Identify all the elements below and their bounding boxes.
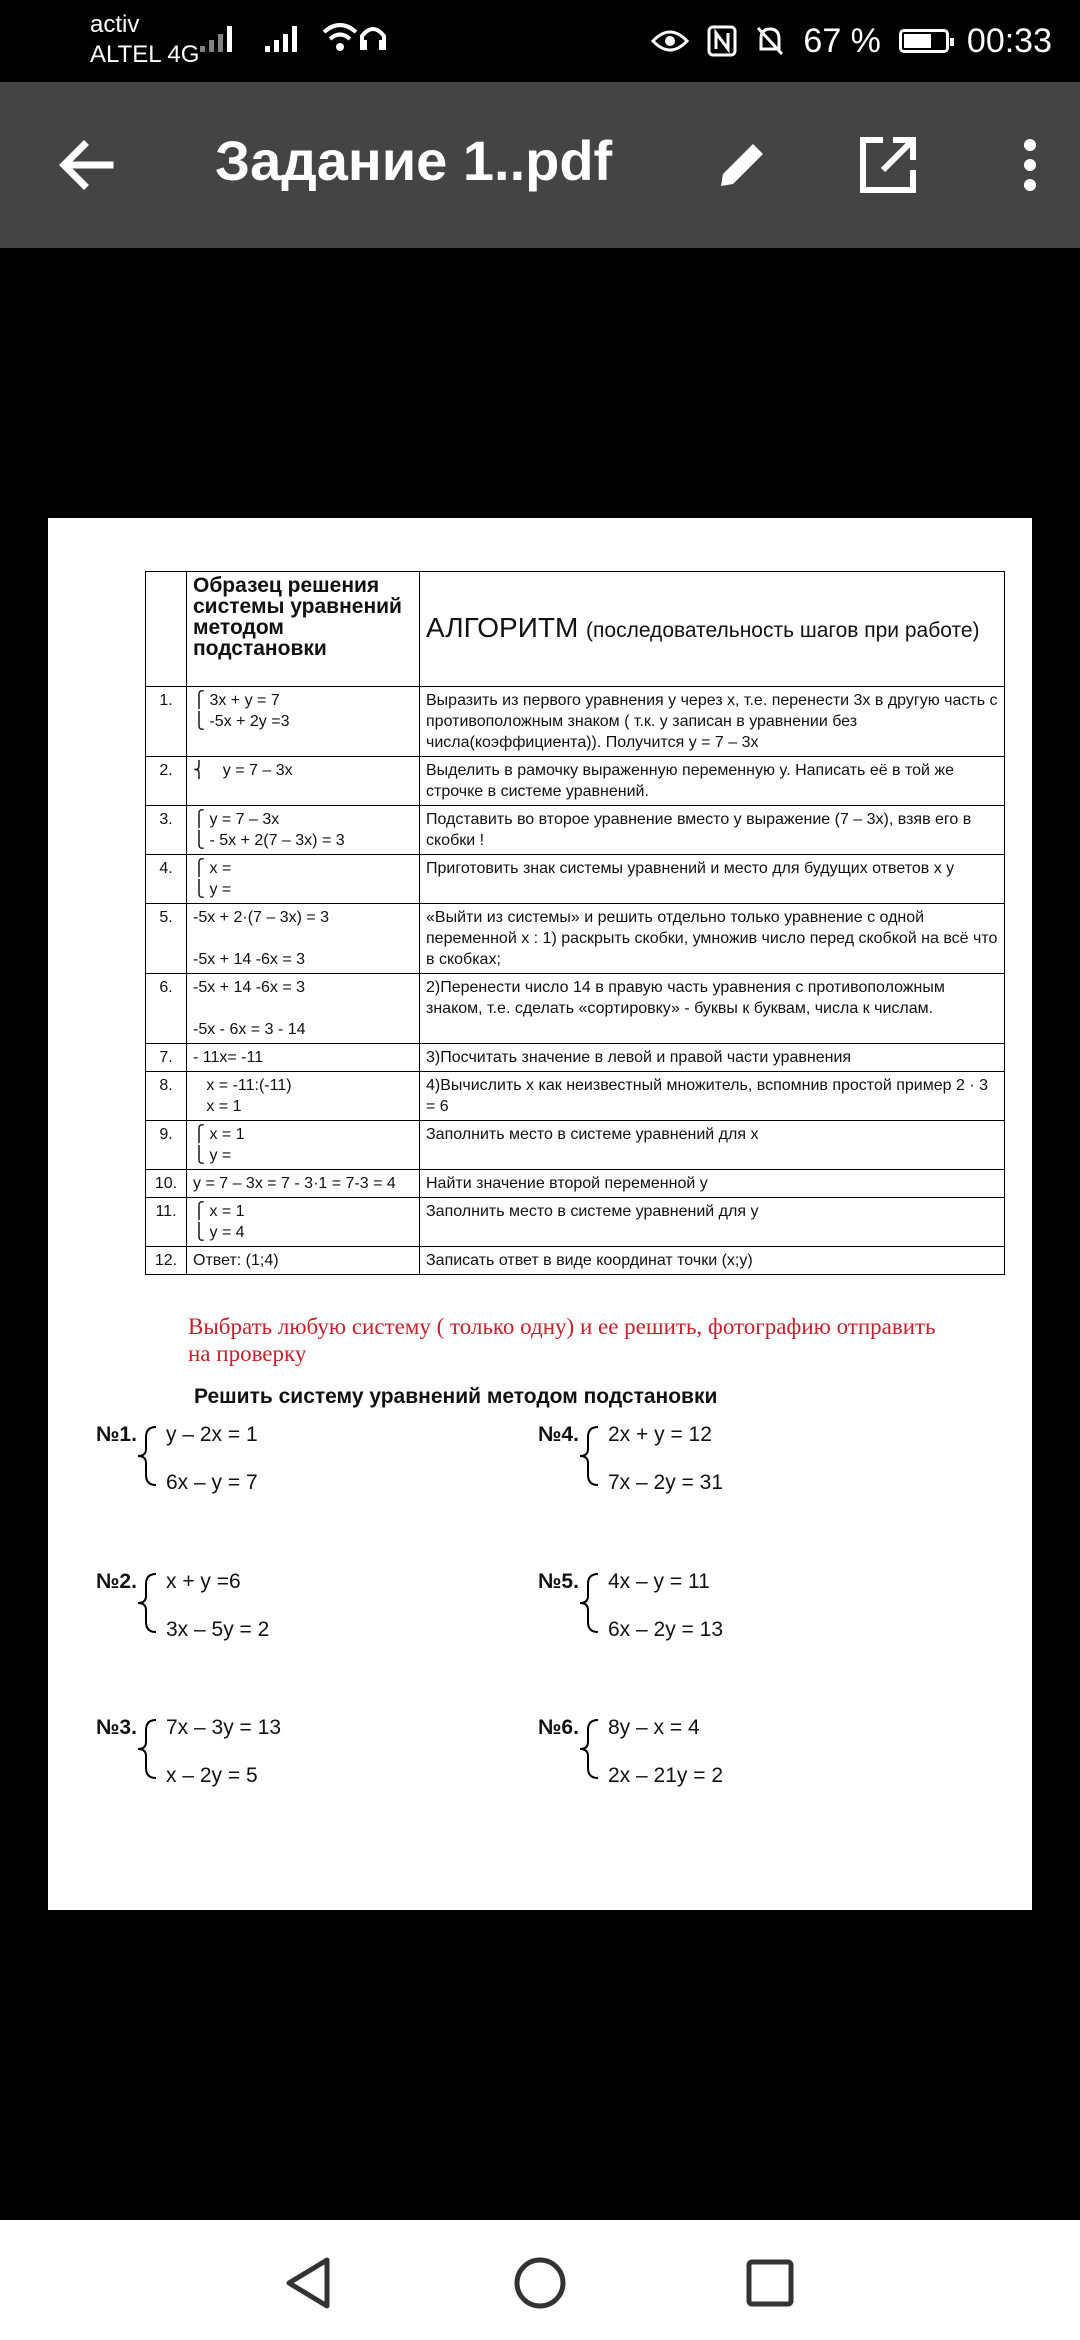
back-arrow-icon[interactable] [52,130,122,200]
row-example: - 11x= -11 [187,1044,420,1072]
eye-icon [651,27,689,55]
row-step: Заполнить место в системе уравнений для y [420,1198,1005,1247]
algorithm-title: АЛГОРИТМ [426,612,579,643]
nav-back-icon[interactable] [275,2248,345,2318]
app-toolbar [0,82,1080,248]
row-step: Выделить в рамочку выраженную переменную y. Написать её в той же строчке в системе уравнений. [420,757,1005,806]
algorithm-subtitle: (последовательность шагов при работе) [586,619,980,642]
row-example: ⎧ 3x + y = 7 ⎩ -5x + 2y =3 [187,687,420,757]
task-1 [96,1423,476,1513]
system-nav-bar [0,2220,1080,2340]
row-number: 5. [146,904,187,974]
nav-recents-icon[interactable] [735,2248,805,2318]
instruction-note: Выбрать любую систему ( только одну) и ее решить, фотографию отправить на проверку [188,1314,936,1366]
task-equation-1: 7x – 3y = 13 [166,1716,281,1739]
clock: 00:33 [966,21,1052,60]
row-example: ⎨ y = 7 – 3x [187,757,420,806]
system-brace-icon [578,1423,602,1489]
carrier-name: activ [90,11,140,38]
table-row [146,974,1005,1044]
table-row [146,757,1005,806]
row-example: -5x + 14 -6x = 3 -5x - 6x = 3 - 14 [187,974,420,1044]
header-algorithm [420,572,1005,687]
task-equation-1: x + y =6 [166,1570,241,1593]
signal-icon [200,22,240,52]
task-label: №1. [96,1423,137,1446]
row-example: ⎧ x = 1 ⎩ y = 4 [187,1198,420,1247]
nfc-icon [707,25,737,57]
task-equation-2: 6x – y = 7 [166,1471,258,1494]
system-brace-icon [136,1423,160,1489]
row-number: 1. [146,687,187,757]
task-label: №6. [538,1716,579,1739]
status-right [651,16,1052,66]
task-4 [538,1423,938,1513]
row-step: Приготовить знак системы уравнений и место для будущих ответов x y [420,855,1005,904]
task-label: №4. [538,1423,579,1446]
row-number: 7. [146,1044,187,1072]
table-row [146,855,1005,904]
task-label: №3. [96,1716,137,1739]
signal-icon-2 [265,22,305,52]
task-label: №5. [538,1570,579,1593]
system-brace-icon [578,1716,602,1782]
row-number: 10. [146,1170,187,1198]
table-row [146,1121,1005,1170]
header-num-cell [146,572,187,687]
row-number: 11. [146,1198,187,1247]
row-step: Записать ответ в виде координат точки (x;y) [420,1247,1005,1275]
task-3 [96,1716,476,1806]
table-row [146,687,1005,757]
headset-icon [358,22,388,54]
task-equation-1: 4x – y = 11 [608,1570,710,1593]
row-example: ⎧ x = ⎩ y = [187,855,420,904]
row-example: y = 7 – 3x = 7 - 3·1 = 7-3 = 4 [187,1170,420,1198]
header-sample: Образец решения системы уравнений методом подстановки [187,572,420,687]
row-number: 2. [146,757,187,806]
table-row [146,1247,1005,1275]
task-equation-2: 3x – 5y = 2 [166,1618,270,1641]
task-equation-1: 8y – x = 4 [608,1716,700,1739]
task-6 [538,1716,938,1806]
system-brace-icon [136,1716,160,1782]
carrier-info [90,10,199,70]
row-step: 4)Вычислить x как неизвестный множитель, вспомнив простой пример 2 · 3 = 6 [420,1072,1005,1121]
algorithm-table [145,571,1005,1275]
task-equation-2: x – 2y = 5 [166,1764,258,1787]
battery-icon [899,29,949,53]
row-step: Подставить во второе уравнение вместо y выражение (7 – 3x), взяв его в скобки ! [420,806,1005,855]
table-row [146,904,1005,974]
row-example: ⎧ y = 7 – 3x ⎩ - 5x + 2(7 – 3x) = 3 [187,806,420,855]
pdf-page [48,518,1032,1910]
row-number: 6. [146,974,187,1044]
row-number: 8. [146,1072,187,1121]
system-brace-icon [136,1570,160,1636]
task-equation-1: y – 2x = 1 [166,1423,258,1446]
row-step: 3)Посчитать значение в левой и правой части уравнения [420,1044,1005,1072]
row-example: x = -11:(-11) x = 1 [187,1072,420,1121]
table-row [146,1072,1005,1121]
row-number: 12. [146,1247,187,1275]
battery-fill [904,34,931,48]
row-step: Заполнить место в системе уравнений для x [420,1121,1005,1170]
row-example: Ответ: (1;4) [187,1247,420,1275]
row-example: -5x + 2·(7 – 3x) = 3 -5x + 14 -6x = 3 [187,904,420,974]
task-5 [538,1570,938,1660]
status-bar [0,0,1080,82]
battery-percent: 67 % [803,21,881,60]
tasks-title: Решить систему уравнений методом подстановки [194,1385,718,1408]
more-options-icon[interactable] [995,130,1065,200]
task-equation-1: 2x + y = 12 [608,1423,712,1446]
table-row [146,1044,1005,1072]
document-title: Задание 1..pdf [215,129,613,192]
row-step: Найти значение второй переменной y [420,1170,1005,1198]
table-row [146,806,1005,855]
bell-mute-icon [755,25,785,57]
row-number: 3. [146,806,187,855]
system-brace-icon [578,1570,602,1636]
row-step: 2)Перенести число 14 в правую часть уравнения с противоположным знаком, т.е. сделать «сортировку» - буквы к буквам, числа к числам. [420,974,1005,1044]
task-equation-2: 2x – 21y = 2 [608,1764,723,1787]
wifi-icon [320,20,360,56]
task-label: №2. [96,1570,137,1593]
table-row [146,1170,1005,1198]
row-number: 9. [146,1121,187,1170]
nav-home-icon[interactable] [505,2248,575,2318]
table-header-row [146,572,1005,687]
table-row [146,1198,1005,1247]
row-example: ⎧ x = 1 ⎩ y = [187,1121,420,1170]
row-step: Выразить из первого уравнения y через x, т.е. перенести 3x в другую часть с противоположным знаком ( т.к. y записан в уравнении без числа(коэффициента)). Получится y = 7 – 3x [420,687,1005,757]
network-name: ALTEL 4G [90,41,200,68]
open-external-icon[interactable] [853,130,923,200]
row-number: 4. [146,855,187,904]
task-equation-2: 7x – 2y = 31 [608,1471,723,1494]
task-2 [96,1570,476,1660]
edit-pencil-icon[interactable] [707,130,777,200]
task-equation-2: 6x – 2y = 13 [608,1618,723,1641]
row-step: «Выйти из системы» и решить отдельно только уравнение с одной переменной x : 1) раскрыть скобки, умножив число перед скобкой на всё что в скобках; [420,904,1005,974]
